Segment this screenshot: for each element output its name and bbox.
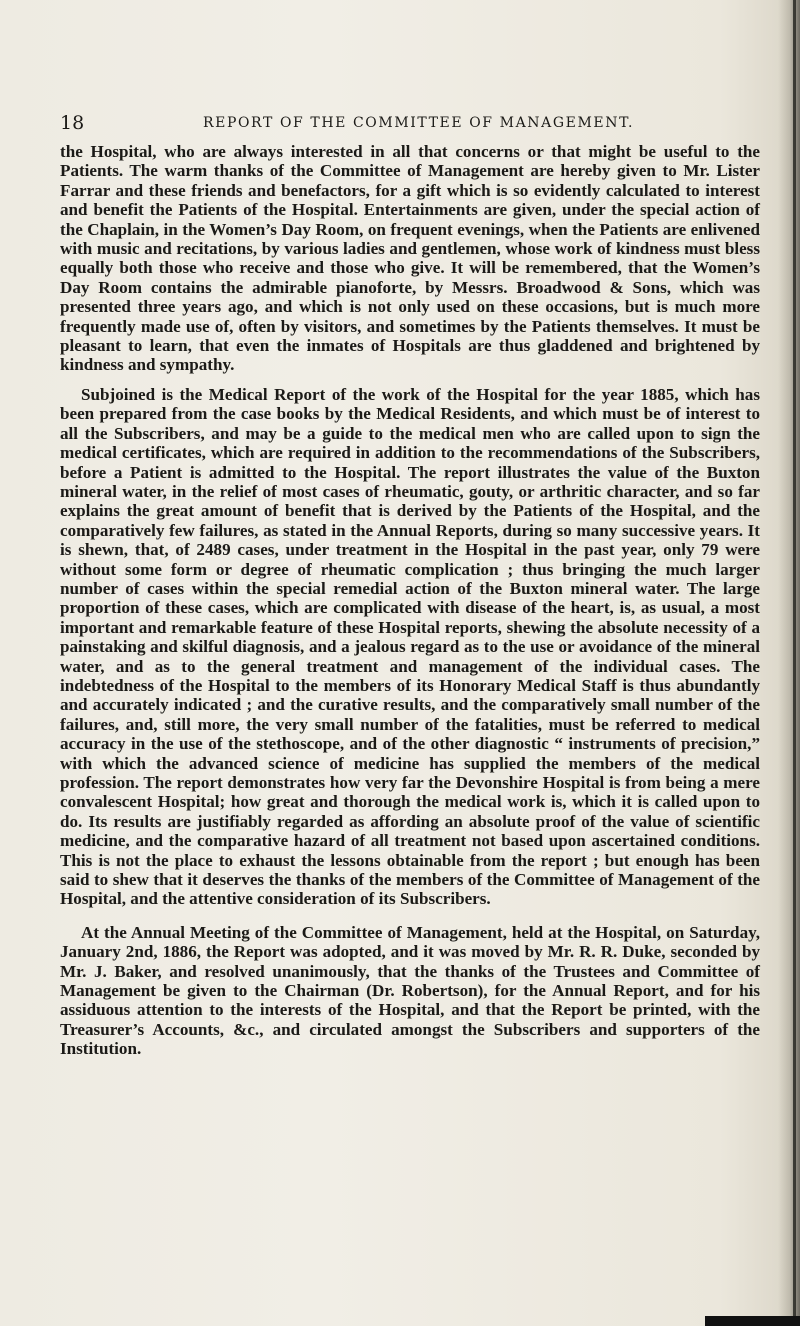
binding-edge-line xyxy=(793,0,796,1326)
paragraph-entertainments: the Hospital, who are always interested in all that concerns or that might be useful to the Patients. The warm thanks of the Committee of Management are hereby given to Mr. Lister Farrar and these friends and benefactors, for a gift which is so evidently calculated to interest and benefit the Patients of the Hospital. Entertainments are given, under the special action of the Chaplain, in the Women’s Day Room, on frequent evenings, when the Patients are enlivened with music and recitations, by various ladies and gentlemen, whose work of kindness must bless equally both those who receive and those who give. It will be remembered, that the Women’s Day Room contains the admirable pianoforte, by Messrs. Broadwood & Sons, which was presented three years ago, and which is not only used on these occasions, but is much more frequently made use of, often by visitors, and sometimes by the Patients themselves. It must be pleasant to learn, that even the inmates of Hospitals are thus gladdened and brightened by kindness and sympathy. xyxy=(60,142,760,375)
paragraph-annual-meeting: At the Annual Meeting of the Committee of Management, held at the Hospital, on Saturday, January 2nd, 1886, the Report was adopted, and it was moved by Mr. R. R. Duke, seconded by Mr. J. Baker, and resolved unanimously, that the thanks of the Trustees and Committee of Management be given to the Chairman (Dr. Robertson), for the Annual Report, and for his assiduous attention to the interests of the Hospital, and that the Report be printed, with the Treasurer’s Accounts, &c., and circulated amongst the Subscribers and supporters of the Institution. xyxy=(60,922,760,1059)
page-number: 18 xyxy=(60,112,85,134)
body-text xyxy=(60,142,760,1059)
scan-border-mark xyxy=(705,1316,800,1326)
page-header xyxy=(60,112,760,132)
paragraph-medical-report: Subjoined is the Medical Report of the work of the Hospital for the year 1885, which has been prepared from the case books by the Medical Residents, and which must be of interest to all the Subscribers, and may be a guide to the medical men who are called upon to sign the medical certificates, which are required in addition to the recommendations of the Subscribers, before a Patient is admitted to the Hospital. The report illustrates the value of the Buxton mineral water, in the relief of most cases of rheumatic, gouty, or arthritic character, and so far explains the great amount of benefit that is derived by the Patients of the Hospital, and the comparatively few failures, as stated in the Annual Reports, during so many successive years. It is shewn, that, of 2489 cases, under treatment in the Hospital in the past year, only 79 were without some form or degree of rheumatic complication ; thus bringing the much larger number of cases within the special remedial action of the Buxton mineral water. The large proportion of these cases, which are complicated with disease of the heart, is, as usual, a most important and remarkable feature of these Hospital reports, shewing the absolute necessity of a painstaking and skilful diagnosis, and a jealous regard as to the use or avoidance of the mineral water, and as to the general treatment and management of the individual cases. The indebtedness of the Hospital to the members of its Honorary Medical Staff is thus abundantly and accurately indicated ; and the curative results, and the comparatively small number of the failures, and, still more, the very small number of the fatalities, must be referred to medical accuracy in the use of the stethoscope, and of the other diagnostic “ instruments of precision,” with which the advanced science of medicine has supplied the members of the medical profession. The report demonstrates how very far the Devonshire Hospital is from being a mere convalescent Hospital; how great and thorough the medical work is, which it is called upon to do. Its results are justifiably regarded as affording an absolute proof of the value of scientific medicine, and the comparative hazard of all treatment not based upon ascertained conditions. This is not the place to exhaust the lessons obtainable from the report ; but enough has been said to shew that it deserves the thanks of the members of the Committee of Management of the Hospital, and the attentive consideration of its Subscribers. xyxy=(60,384,760,909)
running-head: REPORT OF THE COMMITTEE OF MANAGEMENT. xyxy=(203,115,634,131)
page-edge-shadow xyxy=(778,0,800,1326)
